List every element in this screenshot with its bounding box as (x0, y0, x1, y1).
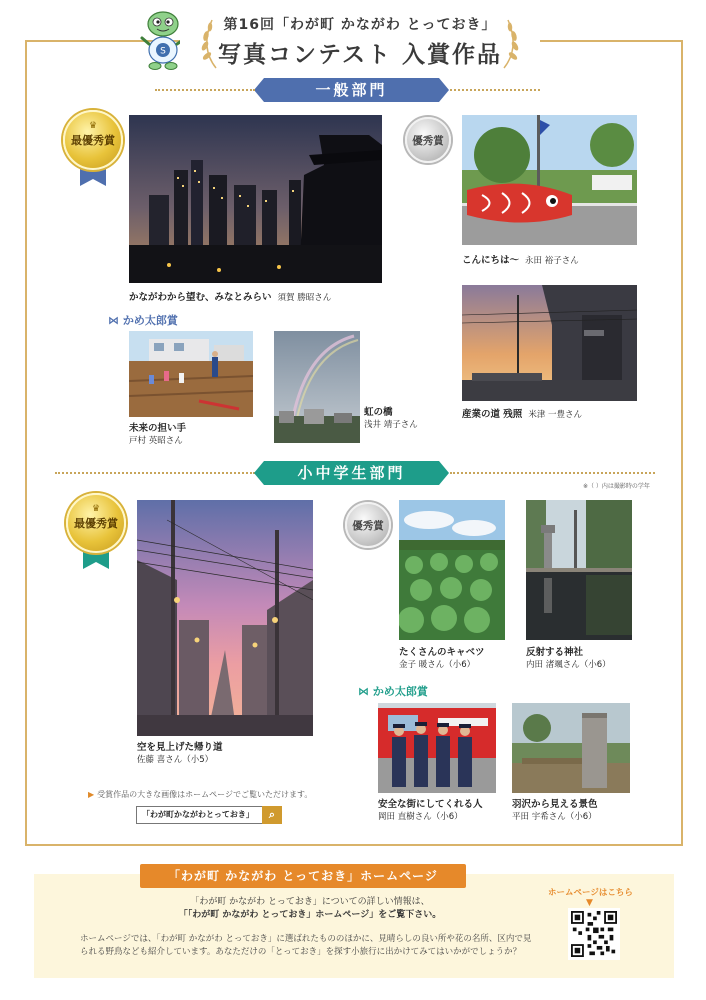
crown-icon: ♛ (88, 121, 98, 131)
laurel-right-icon (500, 18, 522, 70)
work-title: 安全な街にしてくれる人 (378, 799, 483, 810)
work-title: 未来の担い手 (129, 423, 187, 434)
svg-text:S: S (160, 46, 166, 57)
award-label-kametaro-general: ⋈ かめ太郎賞 (108, 314, 178, 327)
medal-grand-general (63, 110, 123, 186)
footer-body: ホームページでは、「わが町 かながわ とっておき」に選ばれたもののほかに、見晴らしの良い所や花の名所、区内で見られる野鳥なども紹介しています。あなただけの「とっておき」を探す小旅行に出かけてみてはいかがでしょうか？ (80, 934, 532, 957)
caption-general-kame-1 (129, 422, 186, 448)
homepage-link-label: ホームページはこちら (548, 888, 633, 898)
footer-line-1: 「わが町 かながわ とっておき」についての詳しい情報は、 (190, 897, 430, 907)
medal-excellent-general (405, 117, 465, 163)
medal-label: 優秀賞 (352, 519, 384, 532)
search-icon[interactable]: ⌕ (262, 806, 282, 824)
caption-school-kame-1 (378, 798, 483, 824)
work-author: 浅井 靖子さん (364, 420, 418, 430)
work-author: 戸村 英昭さん (129, 436, 183, 446)
work-title: 羽沢から見える景色 (512, 799, 598, 810)
caption-general-excellent-1 (462, 252, 579, 266)
photo-general-grand (129, 115, 382, 283)
photo-school-grand (137, 500, 313, 736)
bow-icon: ⋈ (108, 314, 119, 327)
work-author: 佐藤 喜さん（小5） (137, 755, 214, 765)
photo-school-excellent-2 (526, 500, 632, 640)
divider-left (55, 472, 255, 474)
work-author: 須賀 勝昭さん (277, 293, 332, 303)
work-author: 平田 宇希さん（小6） (512, 812, 597, 822)
homepage-note: ▶ 受賞作品の大きな画像はホームページでご覧いただけます。 (88, 790, 313, 799)
medal-label: 優秀賞 (412, 134, 444, 147)
footer-banner: 「わが町 かながわ とっておき」ホームページ (140, 864, 466, 888)
work-author: 永田 裕子さん (525, 256, 579, 266)
qr-code-icon[interactable] (568, 908, 620, 960)
medal-grand-school (66, 493, 126, 569)
photo-school-kame-2 (512, 703, 630, 793)
work-title: こんにちは～ (462, 255, 520, 266)
search-box-text: 「わが町かながわとっておき」 (142, 810, 254, 819)
arrow-down-icon: ▼ (586, 898, 593, 908)
caption-general-kame-2 (364, 406, 418, 432)
page-title: 写真コンテスト 入賞作品 (217, 42, 503, 68)
work-author: 金子 暖さん（小6） (399, 660, 476, 670)
photo-school-excellent-1 (399, 500, 505, 640)
page-subtitle: 第16回「わが町 かながわ とっておき」 (223, 17, 497, 33)
caption-school-excellent-2 (526, 646, 611, 672)
work-author: 内田 渚颯さん（小6） (526, 660, 611, 670)
footer-line-2: 「「わが町 かながわ とっておき」ホームページ」をご覧下さい。 (178, 910, 442, 920)
caption-school-grand (137, 741, 223, 767)
caption-general-excellent-2 (462, 406, 582, 420)
photo-general-excellent-1 (462, 115, 637, 245)
photo-school-kame-1 (378, 703, 496, 793)
section-banner-school: 小中学生部門 (264, 461, 439, 485)
photo-general-excellent-2 (462, 285, 637, 401)
work-author: 岡田 直樹さん（小6） (378, 812, 463, 822)
header (180, 8, 540, 70)
work-title: 虹の橋 (364, 407, 393, 418)
triangle-right-icon: ▶ (88, 790, 95, 799)
work-author: 米津 一豊さん (528, 410, 583, 420)
work-title: 空を見上げた帰り道 (137, 742, 223, 753)
divider-top-right (450, 89, 540, 91)
footer-intro (160, 896, 460, 922)
work-title: たくさんのキャベツ (399, 647, 485, 658)
medal-excellent-school (345, 502, 405, 548)
caption-school-kame-2 (512, 798, 598, 824)
work-title: 反射する神社 (526, 647, 584, 658)
divider-right (450, 472, 655, 474)
divider-top-left (155, 89, 255, 91)
award-label-kametaro-school: ⋈ かめ太郎賞 (358, 685, 428, 698)
search-box[interactable] (136, 806, 282, 824)
caption-school-excellent-1 (399, 646, 485, 672)
section-banner-general: 一般部門 (264, 78, 439, 102)
work-title: かながわから望む、みなとみらい (129, 292, 272, 303)
work-title: 産業の道 残照 (462, 409, 523, 420)
photo-general-kame-1 (129, 331, 253, 417)
bow-icon: ⋈ (358, 685, 369, 698)
laurel-left-icon (198, 18, 220, 70)
medal-label: 最優秀賞 (74, 517, 118, 530)
caption-general-grand (129, 289, 331, 303)
grade-note: ※（ ）内は撮影時の学年 (583, 483, 650, 490)
crown-icon: ♛ (91, 504, 101, 514)
photo-general-kame-2 (274, 331, 360, 443)
medal-label: 最優秀賞 (71, 134, 115, 147)
